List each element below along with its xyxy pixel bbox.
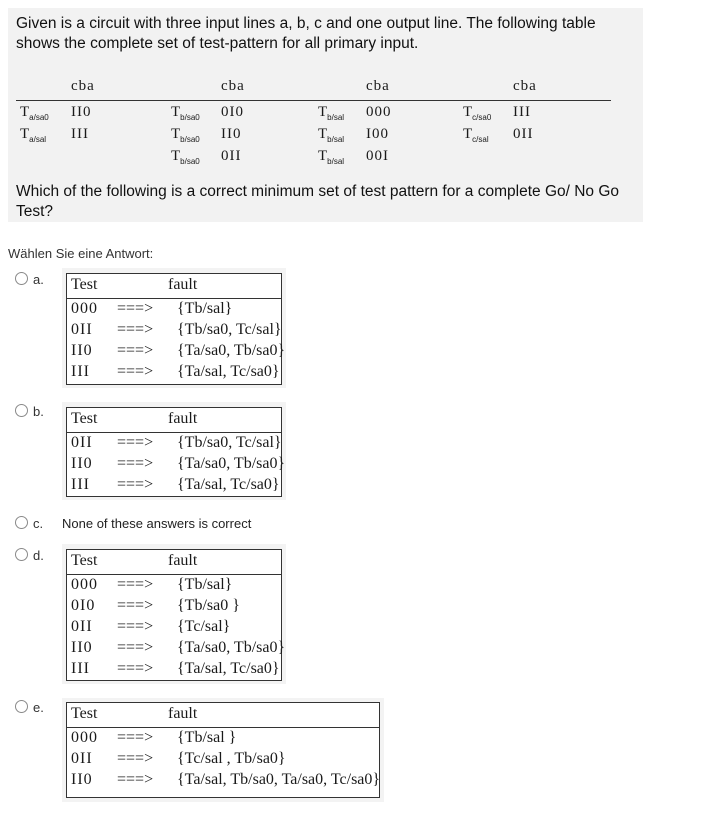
pattern-value: 00I [366,148,389,164]
pattern-value: 000 [366,104,392,120]
fault-label: $T_{b/sal}$ [318,148,345,166]
pattern-value: II0 [221,126,242,142]
fault-label: $T_{c/sal}$ [463,126,489,144]
question-ask: Which of the following is a correct minimum set of test pattern for a complete Go/ No Go Test? [16,183,620,220]
col-header: cba [366,78,390,94]
fault-label: $T_{b/sa0}$ [171,126,200,144]
table-row: II0 ===> {Ta/sal, Tb/sa0, Ta/sa0, Tc/sa0} [71,771,381,788]
radio-b[interactable] [15,404,28,417]
table-row: III ===> {Ta/sal, Tc/sa0} [71,476,280,493]
fault-label: $T_{c/sa0}$ [463,104,492,122]
radio-c[interactable] [15,516,28,529]
fault-label: $T_{b/sa0}$ [171,148,200,166]
col-header: cba [221,78,245,94]
fault-label: $T_{a/sa0}$ [20,104,49,122]
col-header: cba [71,78,95,94]
header-divider [16,100,611,101]
circuit-test-table [16,78,616,178]
table-row: 000 ===> {Tb/sal} [71,300,233,317]
option-d[interactable] [15,548,44,563]
table-row: II0 ===> {Ta/sa0, Tb/sa0} [71,342,286,359]
table-row: 0II ===> {Tc/sal} [71,618,231,635]
option-c[interactable] [15,516,43,531]
option-c-text: None of these answers is correct [62,516,252,531]
table-header: Test fault [67,550,281,575]
table-row: III ===> {Ta/sal, Tc/sa0} [71,660,280,677]
option-letter: d. [33,548,44,563]
option-letter: c. [33,516,44,531]
pattern-value: II0 [71,104,92,120]
answer-table-e [62,698,384,802]
option-letter: e. [33,700,44,715]
table-header: Test fault [67,703,379,728]
option-letter: a. [33,272,44,287]
pattern-value: III [513,104,531,120]
table-row: III ===> {Ta/sal, Tc/sa0} [71,363,280,380]
pattern-value: I00 [366,126,389,142]
option-letter: b. [33,404,44,419]
answer-table-a [62,268,286,388]
pattern-value: 0II [221,148,242,164]
answer-table-b [62,402,286,500]
table-row: 0II ===> {Tb/sa0, Tc/sal} [71,321,282,338]
pattern-value: 0II [513,126,534,142]
col-header: cba [513,78,537,94]
question-box [8,8,643,222]
answer-prompt: Wählen Sie eine Antwort: [8,246,154,261]
option-b[interactable] [15,404,44,419]
fault-label: $T_{a/sal}$ [20,126,47,144]
option-e[interactable] [15,700,44,715]
pattern-value: III [71,126,89,142]
radio-d[interactable] [15,548,28,561]
table-header: Test fault [67,274,281,299]
table-row: II0 ===> {Ta/sa0, Tb/sa0} [71,455,286,472]
table-header: Test fault [67,408,281,433]
radio-e[interactable] [15,700,28,713]
option-a[interactable] [15,272,44,287]
answer-table-d [62,544,286,684]
table-row: 0II ===> {Tb/sa0, Tc/sal} [71,434,282,451]
question-intro: Given is a circuit with three input lines a, b, c and one output line. The following table shows the complete set of test-pattern for all primary input. [16,15,596,52]
pattern-value: 0I0 [221,104,244,120]
table-row: II0 ===> {Ta/sa0, Tb/sa0} [71,639,286,656]
fault-label: $T_{b/sal}$ [318,104,345,122]
table-row: 0II ===> {Tc/sal , Tb/sa0} [71,750,286,767]
table-row: 000 ===> {Tb/sal } [71,729,237,746]
radio-a[interactable] [15,272,28,285]
table-row: 0I0 ===> {Tb/sa0 } [71,597,240,614]
table-row: 000 ===> {Tb/sal} [71,576,233,593]
fault-label: $T_{b/sal}$ [318,126,345,144]
fault-label: $T_{b/sa0}$ [171,104,200,122]
